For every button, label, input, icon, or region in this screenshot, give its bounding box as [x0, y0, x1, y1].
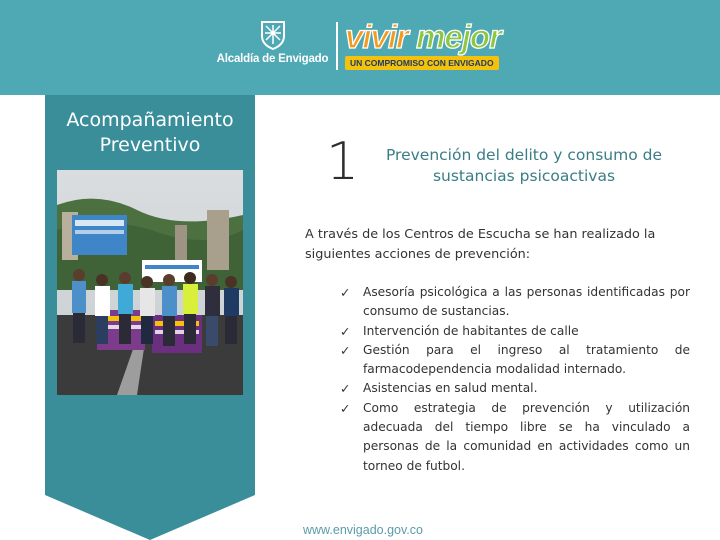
list-item	[340, 399, 690, 476]
header-bar	[0, 0, 720, 95]
actions-list	[340, 283, 690, 476]
list-item-text: Como estrategia de prevención y utilización adecuada del tiempo libre se ha vinculado a personas de la comunidad en actividades como un torneo de futbol.	[363, 400, 690, 473]
list-item	[340, 283, 690, 322]
brand-word-mejor: mejor	[416, 18, 501, 55]
intro-paragraph: A través de los Centros de Escucha se han realizado la siguientes acciones de prevención:	[305, 227, 656, 262]
section-heading-line2: sustancias psicoactivas	[432, 167, 616, 185]
list-item	[340, 322, 690, 341]
logo-divider	[336, 22, 338, 70]
check-icon: ✓	[340, 323, 351, 339]
list-item-text: Asistencias en salud mental.	[363, 381, 538, 396]
brand-word-vivir: vivir	[345, 18, 408, 55]
alcaldia-logo-text: Alcaldía de Envigado	[216, 53, 329, 65]
group-photo-image	[57, 170, 243, 395]
list-item-text: Asesoría psicológica a las personas identificadas por consumo de sustancias.	[363, 285, 690, 319]
section-heading	[368, 145, 680, 187]
list-item	[340, 341, 690, 380]
check-icon: ✓	[340, 381, 351, 397]
group-photo	[57, 170, 243, 395]
check-icon: ✓	[340, 285, 351, 300]
check-icon: ✓	[340, 400, 351, 416]
item-number: 1	[326, 132, 360, 192]
sidebar-title-line1: Acompañamiento	[66, 109, 234, 131]
sidebar-title	[45, 108, 255, 158]
check-icon: ✓	[340, 342, 351, 358]
section-heading-line1: Prevención del delito y consumo de	[385, 146, 663, 164]
sidebar-title-line2: Preventivo	[99, 134, 201, 156]
website-link[interactable]: www.envigado.gov.co	[303, 523, 423, 537]
vivir-mejor-logo	[345, 20, 501, 54]
list-item	[340, 379, 690, 398]
list-item-text: Gestión para el ingreso al tratamiento de farmacodependencia modalidad internado.	[363, 342, 690, 377]
brand-tagline: UN COMPROMISO CON ENVIGADO	[345, 56, 499, 70]
list-item-text: Intervención de habitantes de calle	[363, 323, 579, 338]
alcaldia-logo	[215, 20, 330, 72]
shield-icon	[260, 20, 286, 50]
